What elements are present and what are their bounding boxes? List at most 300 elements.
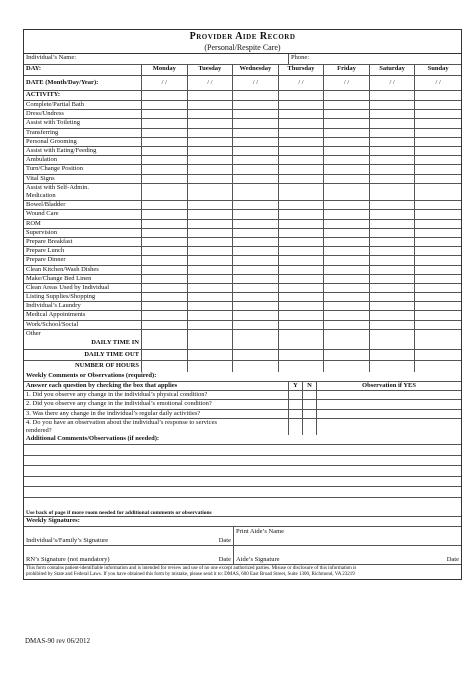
- activity-checkbox-monday[interactable]: [142, 293, 188, 301]
- activity-checkbox-thursday[interactable]: [279, 201, 325, 209]
- activity-checkbox-saturday[interactable]: [370, 293, 416, 301]
- date-field-monday[interactable]: / /: [142, 76, 188, 90]
- additional-comment-line: [24, 466, 461, 477]
- activity-checkbox-monday[interactable]: [142, 156, 188, 164]
- activity-checkbox-saturday[interactable]: [370, 266, 416, 274]
- activity-checkbox-saturday[interactable]: [370, 247, 416, 255]
- activity-checkbox-monday[interactable]: [142, 210, 188, 218]
- activity-checkbox-wednesday[interactable]: [233, 119, 279, 127]
- activity-checkbox-wednesday[interactable]: [233, 266, 279, 274]
- additional-comment-field[interactable]: [24, 477, 461, 487]
- activity-checkbox-sunday[interactable]: [415, 247, 461, 255]
- activity-checkbox-tuesday[interactable]: [188, 284, 234, 292]
- activity-checkbox-saturday[interactable]: [370, 110, 416, 118]
- day-label: DAY:: [24, 65, 142, 75]
- activity-checkbox-tuesday[interactable]: [188, 330, 234, 338]
- activity-label: [24, 138, 142, 146]
- rn-signature-field[interactable]: [24, 546, 234, 564]
- activity-checkbox-tuesday[interactable]: [188, 293, 234, 301]
- additional-comment-field[interactable]: [24, 498, 461, 508]
- activity-checkbox-monday[interactable]: [142, 275, 188, 283]
- activity-checkbox-monday[interactable]: [142, 184, 188, 201]
- activity-checkbox-sunday[interactable]: [415, 302, 461, 310]
- activity-checkbox-monday[interactable]: [142, 129, 188, 137]
- activity-row: [24, 138, 461, 147]
- activity-checkbox-thursday[interactable]: [279, 256, 325, 264]
- activity-checkbox-wednesday[interactable]: [233, 293, 279, 301]
- activity-checkbox-saturday[interactable]: [370, 321, 416, 329]
- activity-checkbox-thursday[interactable]: [279, 238, 325, 246]
- activity-checkbox-monday[interactable]: [142, 119, 188, 127]
- activity-checkbox-monday[interactable]: [142, 101, 188, 109]
- time-entry-wednesday[interactable]: [233, 361, 279, 372]
- activity-checkbox-thursday[interactable]: [279, 184, 325, 201]
- question-line: 4. Do you have an observation about the individual’s response to services: [26, 419, 217, 426]
- additional-comment-field[interactable]: [24, 456, 461, 466]
- activity-checkbox-sunday[interactable]: [415, 220, 461, 228]
- time-entry-monday[interactable]: [142, 361, 188, 372]
- question-yes-checkbox[interactable]: [289, 410, 303, 419]
- activity-checkbox-friday[interactable]: [324, 330, 370, 338]
- activity-checkbox-thursday[interactable]: [279, 293, 325, 301]
- activity-checkbox-sunday[interactable]: [415, 266, 461, 274]
- activity-checkbox-thursday[interactable]: [279, 330, 325, 338]
- activity-label-medication: Medication: [26, 191, 56, 199]
- activity-checkbox-saturday[interactable]: [370, 165, 416, 173]
- activity-checkbox-sunday[interactable]: [415, 101, 461, 109]
- day-header-sunday: Sunday: [427, 65, 449, 72]
- activity-checkbox-monday[interactable]: [142, 138, 188, 146]
- question-line: 3. Was there any change in the individual’s regular daily activities?: [26, 409, 201, 417]
- time-entry-wednesday[interactable]: [233, 350, 279, 361]
- activity-checkbox-wednesday[interactable]: [233, 311, 279, 319]
- signature-row-1: [24, 527, 461, 546]
- activity-checkbox-tuesday[interactable]: [188, 101, 234, 109]
- time-entry-sunday[interactable]: [415, 361, 461, 372]
- question-observation-field[interactable]: [317, 410, 461, 419]
- activity-checkbox-sunday[interactable]: [415, 119, 461, 127]
- activity-checkbox-thursday[interactable]: [279, 284, 325, 292]
- question-text: [24, 410, 289, 419]
- activity-checkbox-friday[interactable]: [324, 119, 370, 127]
- activity-checkbox-wednesday[interactable]: [233, 220, 279, 228]
- time-entry-sunday[interactable]: [415, 350, 461, 361]
- activity-checkbox-wednesday[interactable]: [233, 247, 279, 255]
- additional-comment-field[interactable]: [24, 466, 461, 476]
- activity-checkbox-wednesday[interactable]: [233, 229, 279, 237]
- date-field-sunday[interactable]: / /: [435, 79, 441, 86]
- activity-row: [24, 275, 461, 284]
- print-aide-name-field[interactable]: [234, 527, 461, 545]
- activity-checkbox-wednesday[interactable]: [233, 147, 279, 155]
- activity-label: [24, 119, 142, 127]
- time-entry-friday[interactable]: [324, 338, 370, 349]
- aide-signature-field[interactable]: [234, 546, 461, 564]
- time-entry-monday[interactable]: [142, 338, 188, 349]
- activity-checkbox-friday[interactable]: [324, 101, 370, 109]
- time-row-label: NUMBER OF HOURS: [24, 361, 142, 372]
- activity-checkbox-tuesday[interactable]: [188, 275, 234, 283]
- activity-checkbox-saturday[interactable]: [370, 101, 416, 109]
- activity-row: [24, 220, 461, 229]
- activity-checkbox-tuesday[interactable]: [188, 110, 234, 118]
- question-no-checkbox[interactable]: [303, 410, 317, 419]
- activity-checkbox-thursday[interactable]: [279, 138, 325, 146]
- activity-checkbox-saturday[interactable]: [370, 330, 416, 338]
- time-entry-wednesday[interactable]: [233, 338, 279, 349]
- activity-checkbox-sunday[interactable]: [415, 110, 461, 118]
- activity-checkbox-monday[interactable]: [142, 175, 188, 183]
- activity-checkbox-wednesday[interactable]: [233, 210, 279, 218]
- time-row: [24, 361, 461, 372]
- activity-checkbox-thursday[interactable]: [279, 175, 325, 183]
- question-observation-field[interactable]: [317, 400, 461, 409]
- activity-checkbox-sunday[interactable]: [415, 201, 461, 209]
- question-row: [24, 410, 461, 420]
- activity-checkbox-tuesday[interactable]: [188, 266, 234, 274]
- activity-checkbox-sunday[interactable]: [415, 321, 461, 329]
- activity-checkbox-tuesday[interactable]: [188, 175, 234, 183]
- question-yes-checkbox[interactable]: [289, 419, 303, 435]
- question-text: [24, 400, 289, 409]
- activity-checkbox-tuesday[interactable]: [188, 147, 234, 155]
- activity-checkbox-tuesday[interactable]: [188, 302, 234, 310]
- time-entry-thursday[interactable]: [279, 350, 325, 361]
- day-header-wednesday: Wednesday: [233, 65, 279, 75]
- activity-checkbox-friday[interactable]: [324, 311, 370, 319]
- activity-label: [24, 293, 142, 301]
- question-no-checkbox[interactable]: [303, 419, 317, 435]
- activity-checkbox-wednesday[interactable]: [233, 184, 279, 201]
- activity-checkbox-monday[interactable]: [142, 330, 188, 338]
- activity-checkbox-sunday[interactable]: [415, 330, 461, 338]
- day-header-monday: Monday: [142, 65, 188, 75]
- activity-header-row: [24, 91, 461, 101]
- activity-checkbox-friday[interactable]: [324, 156, 370, 164]
- activity-checkbox-saturday[interactable]: [370, 119, 416, 127]
- time-entry-tuesday[interactable]: [188, 361, 234, 372]
- privacy-notice-line-1: This form contains patient-identifiable information and is intended for review and use of no one except authorized parties. Misuse or disclosure of this information is: [26, 566, 357, 571]
- activity-checkbox-wednesday[interactable]: [233, 110, 279, 118]
- activity-checkbox-monday[interactable]: [142, 238, 188, 246]
- time-entry-monday[interactable]: [142, 350, 188, 361]
- activity-row: [24, 201, 461, 210]
- activity-checkbox-tuesday[interactable]: [188, 238, 234, 246]
- activity-row: [24, 302, 461, 311]
- activity-row: [24, 101, 461, 110]
- individual-row: [24, 54, 461, 65]
- activity-checkbox-wednesday[interactable]: [233, 201, 279, 209]
- activity-checkbox-monday[interactable]: [142, 220, 188, 228]
- activity-checkbox-sunday[interactable]: [415, 238, 461, 246]
- activity-checkbox-wednesday[interactable]: [233, 175, 279, 183]
- activity-label: [24, 210, 142, 218]
- activity-checkbox-thursday[interactable]: [279, 229, 325, 237]
- activity-checkbox-monday[interactable]: [142, 302, 188, 310]
- time-entry-tuesday[interactable]: [188, 338, 234, 349]
- activity-checkbox-friday[interactable]: [324, 110, 370, 118]
- activity-checkbox-wednesday[interactable]: [233, 275, 279, 283]
- individual-name-field[interactable]: [24, 54, 289, 64]
- activity-label: [24, 275, 142, 283]
- activity-checkbox-thursday[interactable]: [279, 110, 325, 118]
- activity-checkbox-tuesday[interactable]: [188, 156, 234, 164]
- activity-checkbox-friday[interactable]: [324, 220, 370, 228]
- activity-checkbox-friday[interactable]: [324, 229, 370, 237]
- back-note: Use back of page if more room needed for additional comments or observations: [26, 510, 212, 516]
- time-row: [24, 350, 461, 362]
- activity-checkbox-tuesday[interactable]: [188, 256, 234, 264]
- activity-row: [24, 229, 461, 238]
- activity-checkbox-saturday[interactable]: [370, 284, 416, 292]
- activity-checkbox-wednesday[interactable]: [233, 284, 279, 292]
- activity-checkbox-saturday[interactable]: [370, 156, 416, 164]
- activity-checkbox-wednesday[interactable]: [233, 321, 279, 329]
- activity-checkbox-saturday[interactable]: [370, 184, 416, 201]
- activity-label: [24, 266, 142, 274]
- phone-label: Phone:: [291, 54, 310, 61]
- question-observation-field[interactable]: [317, 419, 461, 435]
- activity-checkbox-sunday[interactable]: [415, 175, 461, 183]
- activity-checkbox-monday[interactable]: [142, 147, 188, 155]
- activity-checkbox-thursday[interactable]: [279, 311, 325, 319]
- activity-label: [24, 165, 142, 173]
- question-text: [24, 419, 289, 435]
- activity-checkbox-monday[interactable]: [142, 247, 188, 255]
- activity-checkbox-friday[interactable]: [324, 165, 370, 173]
- time-entry-tuesday[interactable]: [188, 350, 234, 361]
- time-entry-saturday[interactable]: [370, 350, 416, 361]
- day-header-thursday: Thursday: [279, 65, 325, 75]
- activity-checkbox-monday[interactable]: [142, 110, 188, 118]
- activity-label-text: Personal Grooming: [26, 137, 77, 145]
- activity-checkbox-saturday[interactable]: [370, 275, 416, 283]
- time-entry-thursday[interactable]: [279, 361, 325, 372]
- activity-checkbox-monday[interactable]: [142, 284, 188, 292]
- activity-checkbox-friday[interactable]: [324, 256, 370, 264]
- activity-checkbox-tuesday[interactable]: [188, 321, 234, 329]
- activity-checkbox-monday[interactable]: [142, 266, 188, 274]
- phone-field[interactable]: [289, 54, 461, 64]
- additional-comment-field[interactable]: [24, 487, 461, 497]
- activity-checkbox-thursday[interactable]: [279, 321, 325, 329]
- time-entry-saturday[interactable]: [370, 338, 416, 349]
- activity-label-text: ROM: [26, 219, 41, 227]
- activity-label-text: Turn/Change Position: [26, 165, 84, 173]
- activity-checkbox-saturday[interactable]: [370, 238, 416, 246]
- aide-signature-label: Aide’s Signature: [236, 556, 280, 563]
- activity-checkbox-tuesday[interactable]: [188, 129, 234, 137]
- question-observation-field[interactable]: [317, 391, 461, 400]
- activity-label: [24, 238, 142, 246]
- activity-checkbox-friday[interactable]: [324, 129, 370, 137]
- activity-checkbox-wednesday[interactable]: [233, 101, 279, 109]
- activity-checkbox-tuesday[interactable]: [188, 119, 234, 127]
- activity-checkbox-saturday[interactable]: [370, 220, 416, 228]
- activity-checkbox-saturday[interactable]: [370, 147, 416, 155]
- rn-signature-label: RN’s Signature (not mandatory): [26, 556, 110, 563]
- activity-checkbox-tuesday[interactable]: [188, 229, 234, 237]
- family-signature-field[interactable]: [24, 527, 234, 545]
- activity-checkbox-thursday[interactable]: [279, 220, 325, 228]
- question-yes-checkbox[interactable]: [289, 391, 303, 400]
- activity-checkbox-wednesday[interactable]: [233, 165, 279, 173]
- activity-checkbox-tuesday[interactable]: [188, 311, 234, 319]
- activity-checkbox-saturday[interactable]: [370, 210, 416, 218]
- activity-checkbox-wednesday[interactable]: [233, 302, 279, 310]
- time-entry-friday[interactable]: [324, 350, 370, 361]
- activity-checkbox-friday[interactable]: [324, 238, 370, 246]
- question-yes-checkbox[interactable]: [289, 400, 303, 409]
- activity-checkbox-sunday[interactable]: [415, 210, 461, 218]
- activity-checkbox-tuesday[interactable]: [188, 184, 234, 201]
- observation-header: Observation if YES: [362, 381, 416, 389]
- question-no-checkbox[interactable]: [303, 391, 317, 400]
- activity-checkbox-friday[interactable]: [324, 184, 370, 201]
- weekly-instruction: Answer each question by checking the box that applies: [24, 382, 289, 390]
- activity-checkbox-sunday[interactable]: [415, 156, 461, 164]
- activity-checkbox-sunday[interactable]: [415, 138, 461, 146]
- time-entry-thursday[interactable]: [279, 338, 325, 349]
- activity-checkbox-friday[interactable]: [324, 247, 370, 255]
- activity-checkbox-monday[interactable]: [142, 165, 188, 173]
- date-field-tuesday[interactable]: / /: [188, 76, 234, 90]
- activity-checkbox-friday[interactable]: [324, 147, 370, 155]
- activity-label-text: Other: [26, 329, 41, 337]
- activity-checkbox-friday[interactable]: [324, 201, 370, 209]
- activity-checkbox-saturday[interactable]: [370, 256, 416, 264]
- activity-checkbox-thursday[interactable]: [279, 302, 325, 310]
- time-row-label: DAILY TIME IN: [24, 338, 142, 349]
- activity-checkbox-monday[interactable]: [142, 321, 188, 329]
- activity-label-text: Vital Signs: [26, 174, 55, 182]
- activity-checkbox-saturday[interactable]: [370, 302, 416, 310]
- additional-comment-line: [24, 477, 461, 488]
- activity-checkbox-sunday[interactable]: [415, 284, 461, 292]
- activity-checkbox-monday[interactable]: [142, 201, 188, 209]
- activity-checkbox-thursday[interactable]: [279, 210, 325, 218]
- activity-checkbox-thursday[interactable]: [279, 101, 325, 109]
- activity-checkbox-wednesday[interactable]: [233, 138, 279, 146]
- additional-header-row: [24, 435, 461, 445]
- activity-checkbox-tuesday[interactable]: [188, 247, 234, 255]
- activity-checkbox-friday[interactable]: [324, 266, 370, 274]
- activity-checkbox-friday[interactable]: [324, 210, 370, 218]
- activity-checkbox-tuesday[interactable]: [188, 165, 234, 173]
- date-field-saturday[interactable]: / /: [370, 76, 416, 90]
- activity-checkbox-monday[interactable]: [142, 229, 188, 237]
- activity-checkbox-friday[interactable]: [324, 321, 370, 329]
- activity-checkbox-thursday[interactable]: [279, 247, 325, 255]
- activity-checkbox-tuesday[interactable]: [188, 220, 234, 228]
- activity-row: [24, 119, 461, 128]
- date-field-wednesday[interactable]: / /: [233, 76, 279, 90]
- activity-checkbox-tuesday[interactable]: [188, 201, 234, 209]
- activity-checkbox-sunday[interactable]: [415, 311, 461, 319]
- activity-checkbox-wednesday[interactable]: [233, 238, 279, 246]
- activity-checkbox-saturday[interactable]: [370, 129, 416, 137]
- activity-label-text: Transferring: [26, 128, 59, 136]
- activity-checkbox-saturday[interactable]: [370, 201, 416, 209]
- no-column-label: N: [303, 382, 317, 390]
- date-field-thursday[interactable]: / /: [279, 76, 325, 90]
- activity-label: [24, 256, 142, 264]
- activity-checkbox-wednesday[interactable]: [233, 156, 279, 164]
- time-rows: [24, 338, 461, 372]
- time-entry-sunday[interactable]: [415, 338, 461, 349]
- activity-checkbox-wednesday[interactable]: [233, 256, 279, 264]
- print-aide-name-label: Print Aide’s Name: [236, 528, 285, 535]
- activity-label: [24, 129, 142, 137]
- form-subtitle: (Personal/Respite Care): [24, 43, 461, 54]
- time-entry-friday[interactable]: [324, 361, 370, 372]
- activity-checkbox-sunday[interactable]: [415, 165, 461, 173]
- activity-row: [24, 165, 461, 174]
- activity-checkbox-thursday[interactable]: [279, 275, 325, 283]
- individual-name-label: Individual’s Name:: [26, 54, 77, 61]
- activity-checkbox-sunday[interactable]: [415, 229, 461, 237]
- activity-checkbox-sunday[interactable]: [415, 256, 461, 264]
- activity-checkbox-monday[interactable]: [142, 311, 188, 319]
- activity-checkbox-saturday[interactable]: [370, 311, 416, 319]
- activity-row: [24, 321, 461, 330]
- activity-checkbox-wednesday[interactable]: [233, 330, 279, 338]
- signatures-header: Weekly Signatures:: [26, 517, 80, 524]
- signature-row-2: [24, 546, 461, 565]
- time-entry-saturday[interactable]: [370, 361, 416, 372]
- activity-row: [24, 266, 461, 275]
- form-id: DMAS-90 rev 06/2012: [25, 637, 90, 645]
- activity-header-cell: [279, 91, 325, 100]
- activity-checkbox-friday[interactable]: [324, 302, 370, 310]
- activity-checkbox-thursday[interactable]: [279, 147, 325, 155]
- activity-checkbox-tuesday[interactable]: [188, 138, 234, 146]
- date-label: DATE (Month/Day/Year):: [24, 76, 142, 90]
- activity-checkbox-friday[interactable]: [324, 175, 370, 183]
- additional-comment-field[interactable]: [24, 445, 461, 455]
- activity-checkbox-thursday[interactable]: [279, 165, 325, 173]
- activity-row: [24, 247, 461, 256]
- question-no-checkbox[interactable]: [303, 400, 317, 409]
- date-field-friday[interactable]: / /: [324, 76, 370, 90]
- activity-checkbox-sunday[interactable]: [415, 147, 461, 155]
- activity-checkbox-friday[interactable]: [324, 293, 370, 301]
- question-rows: [24, 391, 461, 436]
- activity-checkbox-monday[interactable]: [142, 256, 188, 264]
- activity-checkbox-saturday[interactable]: [370, 175, 416, 183]
- activity-checkbox-sunday[interactable]: [415, 293, 461, 301]
- activity-checkbox-sunday[interactable]: [415, 184, 461, 201]
- activity-label-text: Wound Care: [26, 210, 59, 218]
- activity-label: [24, 247, 142, 255]
- activity-checkbox-sunday[interactable]: [415, 129, 461, 137]
- activity-checkbox-friday[interactable]: [324, 275, 370, 283]
- activity-checkbox-thursday[interactable]: [279, 156, 325, 164]
- activity-checkbox-friday[interactable]: [324, 138, 370, 146]
- additional-comment-line: [24, 456, 461, 467]
- activity-checkbox-sunday[interactable]: [415, 275, 461, 283]
- activity-checkbox-tuesday[interactable]: [188, 210, 234, 218]
- activity-checkbox-saturday[interactable]: [370, 229, 416, 237]
- activity-checkbox-thursday[interactable]: [279, 266, 325, 274]
- activity-checkbox-thursday[interactable]: [279, 129, 325, 137]
- activity-label: [24, 330, 142, 338]
- activity-checkbox-thursday[interactable]: [279, 119, 325, 127]
- activity-checkbox-friday[interactable]: [324, 284, 370, 292]
- activity-checkbox-wednesday[interactable]: [233, 129, 279, 137]
- notice-row: [24, 565, 461, 579]
- activity-checkbox-saturday[interactable]: [370, 138, 416, 146]
